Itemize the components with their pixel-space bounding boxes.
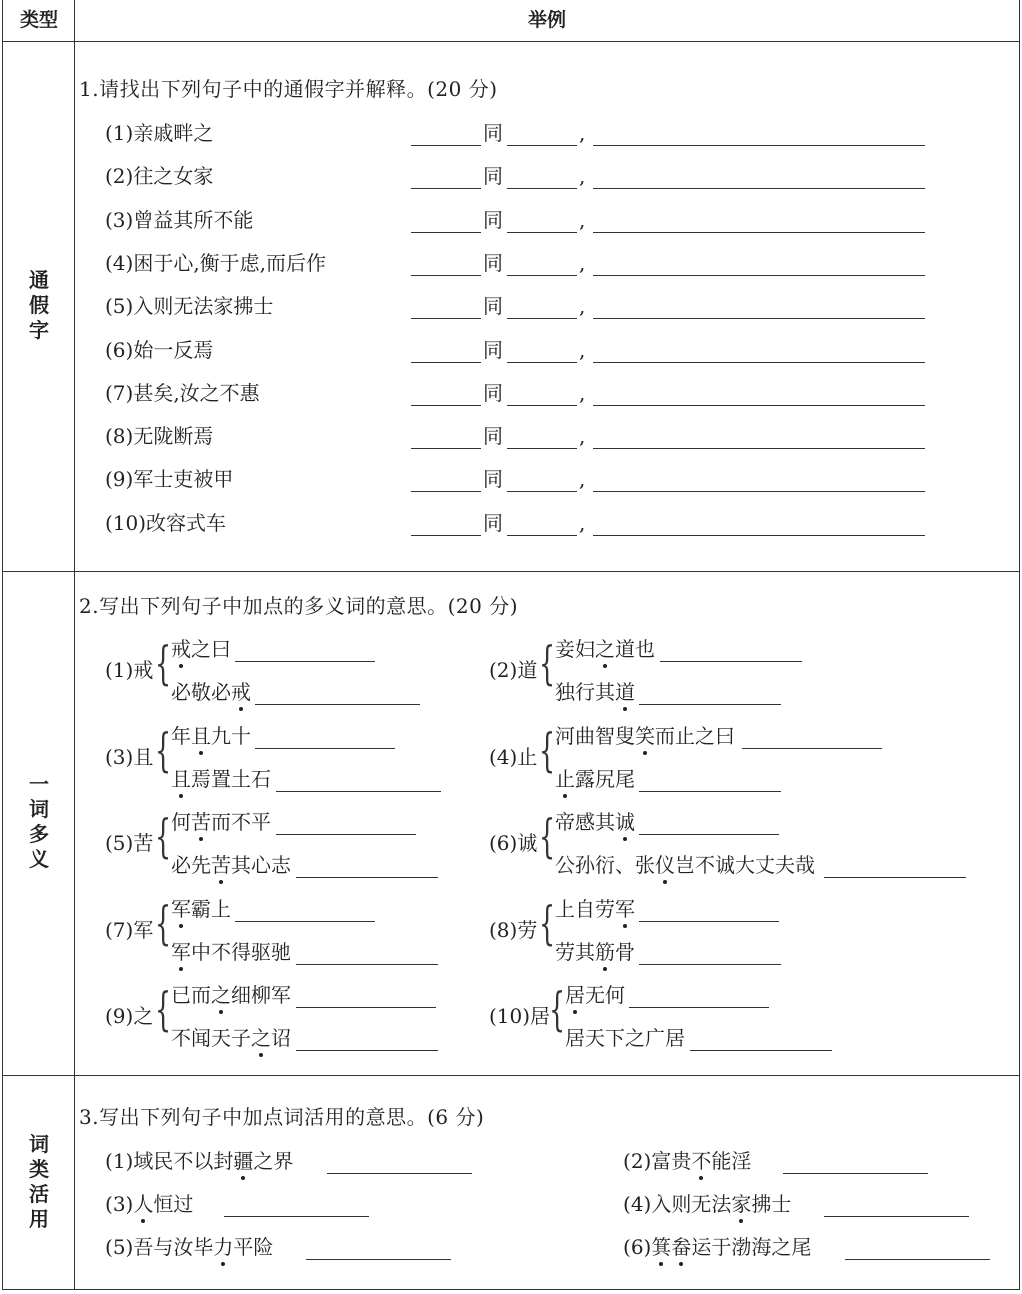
duoyi-sentence-a-5: 何苦而不平: [171, 810, 271, 834]
section1-type-char-2: 假: [29, 293, 49, 317]
huoyong-item-6: (6)箕畚运于渤海之尾: [623, 1235, 812, 1259]
brace-6: {: [539, 809, 556, 863]
blank-explain-1[interactable]: [593, 145, 925, 146]
section-tongjiazi: [2, 42, 1020, 572]
duoyi-blank-b-4[interactable]: [639, 791, 781, 792]
duoyi-blank-a-8[interactable]: [639, 921, 779, 922]
comma-10: ,: [579, 510, 586, 535]
section2-type-label: [3, 772, 75, 872]
tongjia-item-4: (4)困于心,衡于虑,而后作: [105, 250, 327, 275]
duoyi-blank-a-9[interactable]: [296, 1007, 436, 1008]
brace-2: {: [539, 636, 556, 690]
blank-explain-6[interactable]: [593, 362, 925, 363]
section3-type-cell: [3, 1076, 75, 1289]
duoyi-blank-a-5[interactable]: [276, 834, 416, 835]
duoyi-label-4: (4)止: [489, 744, 538, 769]
duoyi-sentence-a-6: 帝感其诚: [555, 810, 635, 834]
brace-3: {: [155, 722, 172, 777]
duoyi-blank-b-6[interactable]: [824, 877, 966, 878]
huoyong-blank-2[interactable]: [783, 1173, 928, 1174]
duoyi-label-3: (3)且: [105, 744, 154, 769]
duoyi-blank-a-10[interactable]: [629, 1007, 769, 1008]
blank-same-9[interactable]: [507, 491, 577, 492]
blank-same-5[interactable]: [507, 318, 577, 319]
huoyong-item-1: (1)域民不以封疆之界: [105, 1149, 294, 1173]
blank-same-8[interactable]: [507, 448, 577, 449]
blank-original-4[interactable]: [411, 275, 481, 276]
section3-type-char-4: 用: [29, 1207, 49, 1231]
section3-content: [75, 1076, 1019, 1289]
same-label-8: 同: [483, 424, 503, 449]
duoyi-blank-b-1[interactable]: [255, 704, 420, 705]
tongjia-item-10: (10)改容式车: [105, 510, 227, 535]
duoyi-label-10: (10)居: [489, 1004, 551, 1028]
duoyi-sentence-a-9: 已而之细柳军: [171, 983, 291, 1007]
duoyi-sentence-b-9: 不闻天子之诏: [171, 1026, 291, 1050]
section1-type-cell: [3, 42, 75, 571]
duoyi-label-7: (7)军: [105, 917, 154, 942]
blank-original-6[interactable]: [411, 362, 481, 363]
section1-type-char-3: 字: [29, 318, 49, 342]
blank-original-3[interactable]: [411, 232, 481, 233]
tongjia-item-5: (5)入则无法家拂士: [105, 294, 274, 319]
table-header-row: [2, 0, 1020, 42]
duoyi-sentence-a-2: 妾妇之道也: [555, 637, 655, 661]
duoyi-sentence-b-7: 军中不得驱驰: [171, 939, 291, 964]
comma-6: ,: [579, 337, 586, 362]
duoyi-sentence-b-6: 公孙衍、张仪岂不诚大丈夫哉: [555, 853, 815, 877]
tongjia-item-7: (7)甚矣,汝之不惠: [105, 380, 260, 405]
tongjia-item-1: (1)亲戚畔之: [105, 121, 214, 145]
blank-original-5[interactable]: [411, 318, 481, 319]
comma-3: ,: [579, 207, 586, 232]
tongjia-item-6: (6)始一反焉: [105, 337, 214, 362]
duoyi-blank-b-3[interactable]: [276, 791, 441, 792]
blank-original-8[interactable]: [411, 448, 481, 449]
header-type-cell: [3, 0, 75, 41]
section2-type-char-1: 一: [29, 772, 49, 796]
comma-4: ,: [579, 250, 586, 275]
huoyong-blank-4[interactable]: [824, 1216, 969, 1217]
same-label-1: 同: [483, 121, 503, 145]
header-example-label: 举例: [527, 9, 566, 31]
blank-explain-3[interactable]: [593, 232, 925, 233]
duoyi-sentence-a-1: 戒之曰: [171, 637, 231, 661]
duoyi-sentence-a-3: 年且九十: [171, 723, 251, 748]
same-label-2: 同: [483, 164, 503, 189]
brace-5: {: [155, 809, 172, 863]
duoyi-blank-b-10[interactable]: [690, 1050, 832, 1051]
tongjia-item-8: (8)无陇断焉: [105, 424, 214, 449]
tongjia-item-2: (2)往之女家: [105, 164, 214, 189]
duoyi-blank-b-7[interactable]: [296, 964, 438, 965]
duoyi-blank-b-5[interactable]: [296, 877, 438, 878]
section1-title: 1.请找出下列句子中的通假字并解释。(20 分): [79, 77, 498, 101]
huoyong-blank-3[interactable]: [224, 1216, 369, 1217]
huoyong-blank-1[interactable]: [327, 1173, 472, 1174]
blank-explain-9[interactable]: [593, 491, 925, 492]
same-label-5: 同: [483, 294, 503, 319]
huoyong-item-3: (3)人恒过: [105, 1192, 194, 1216]
duoyi-label-2: (2)道: [489, 658, 538, 682]
section-yiciduoyi: [2, 572, 1020, 1076]
header-type-label: 类型: [19, 9, 58, 31]
same-label-9: 同: [483, 467, 503, 492]
section3-type-label: [3, 1132, 75, 1232]
same-label-7: 同: [483, 380, 503, 405]
blank-explain-8[interactable]: [593, 448, 925, 449]
section2-type-char-4: 义: [29, 847, 49, 871]
blank-same-10[interactable]: [507, 535, 577, 536]
brace-1: {: [155, 636, 172, 690]
same-label-6: 同: [483, 337, 503, 362]
section2-type-char-3: 多: [29, 822, 49, 846]
duoyi-sentence-a-4: 河曲智叟笑而止之曰: [555, 723, 735, 748]
comma-9: ,: [579, 467, 586, 492]
same-label-10: 同: [483, 510, 503, 535]
blank-original-2[interactable]: [411, 188, 481, 189]
brace-10: {: [549, 982, 566, 1036]
brace-8: {: [539, 895, 556, 950]
section3-title: 3.写出下列句子中加点词活用的意思。(6 分): [79, 1105, 485, 1129]
duoyi-sentence-b-8: 劳其筋骨: [555, 939, 635, 964]
duoyi-sentence-b-4: 止露尻尾: [555, 766, 635, 791]
duoyi-label-6: (6)诚: [489, 831, 538, 855]
blank-explain-10[interactable]: [593, 535, 925, 536]
section3-type-char-2: 类: [29, 1157, 49, 1181]
comma-7: ,: [579, 380, 586, 405]
brace-9: {: [155, 982, 172, 1036]
section-cileihuoyong: [2, 1076, 1020, 1290]
blank-same-6[interactable]: [507, 362, 577, 363]
section2-content: [75, 572, 1019, 1075]
same-label-3: 同: [483, 207, 503, 232]
duoyi-label-9: (9)之: [105, 1004, 154, 1028]
duoyi-sentence-b-2: 独行其道: [555, 680, 635, 704]
comma-5: ,: [579, 294, 586, 319]
huoyong-item-5: (5)吾与汝毕力平险: [105, 1235, 274, 1259]
huoyong-blank-6[interactable]: [845, 1259, 990, 1260]
blank-original-1[interactable]: [411, 145, 481, 146]
blank-explain-4[interactable]: [593, 275, 925, 276]
duoyi-label-8: (8)劳: [489, 917, 538, 942]
duoyi-blank-b-2[interactable]: [639, 704, 781, 705]
duoyi-blank-a-1[interactable]: [235, 661, 375, 662]
duoyi-sentence-a-10: 居无何: [565, 983, 625, 1007]
duoyi-blank-a-7[interactable]: [235, 921, 375, 922]
blank-original-9[interactable]: [411, 491, 481, 492]
section1-type-label: [3, 268, 75, 343]
duoyi-blank-a-3[interactable]: [255, 748, 395, 749]
section1-content: [75, 42, 1019, 571]
duoyi-sentence-b-1: 必敬必戒: [171, 680, 251, 704]
blank-original-10[interactable]: [411, 535, 481, 536]
duoyi-blank-a-6[interactable]: [639, 834, 779, 835]
duoyi-blank-b-8[interactable]: [639, 964, 781, 965]
section2-type-char-2: 词: [29, 797, 49, 821]
brace-4: {: [539, 722, 556, 777]
duoyi-sentence-b-10: 居天下之广居: [565, 1026, 685, 1050]
same-label-4: 同: [483, 250, 503, 275]
duoyi-sentence-b-5: 必先苦其心志: [171, 853, 291, 877]
comma-2: ,: [579, 164, 586, 189]
blank-same-7[interactable]: [507, 405, 577, 406]
huoyong-item-4: (4)入则无法家拂士: [623, 1192, 792, 1216]
section2-title: 2.写出下列句子中加点的多义词的意思。(20 分): [79, 594, 518, 618]
huoyong-blank-5[interactable]: [306, 1259, 451, 1260]
duoyi-sentence-a-7: 军霸上: [171, 896, 231, 921]
duoyi-blank-a-4[interactable]: [742, 748, 882, 749]
duoyi-blank-b-9[interactable]: [296, 1050, 438, 1051]
huoyong-item-2: (2)富贵不能淫: [623, 1149, 752, 1173]
section1-type-char-1: 通: [29, 268, 49, 292]
section3-type-char-1: 词: [29, 1132, 49, 1156]
tongjia-item-3: (3)曾益其所不能: [105, 207, 254, 232]
section2-type-cell: [3, 572, 75, 1075]
duoyi-label-5: (5)苦: [105, 831, 154, 855]
duoyi-sentence-b-3: 且焉置土石: [171, 766, 271, 791]
blank-original-7[interactable]: [411, 405, 481, 406]
blank-same-1[interactable]: [507, 145, 577, 146]
header-example-cell: [75, 0, 1019, 41]
blank-same-2[interactable]: [507, 188, 577, 189]
blank-explain-5[interactable]: [593, 318, 925, 319]
blank-explain-7[interactable]: [593, 405, 925, 406]
comma-1: ,: [579, 121, 586, 145]
duoyi-label-1: (1)戒: [105, 658, 154, 682]
section3-type-char-3: 活: [29, 1182, 49, 1206]
blank-same-3[interactable]: [507, 232, 577, 233]
comma-8: ,: [579, 424, 586, 449]
brace-7: {: [155, 895, 172, 950]
duoyi-blank-a-2[interactable]: [660, 661, 802, 662]
blank-explain-2[interactable]: [593, 188, 925, 189]
tongjia-item-9: (9)军士吏被甲: [105, 467, 234, 492]
blank-same-4[interactable]: [507, 275, 577, 276]
duoyi-sentence-a-8: 上自劳军: [555, 896, 635, 921]
